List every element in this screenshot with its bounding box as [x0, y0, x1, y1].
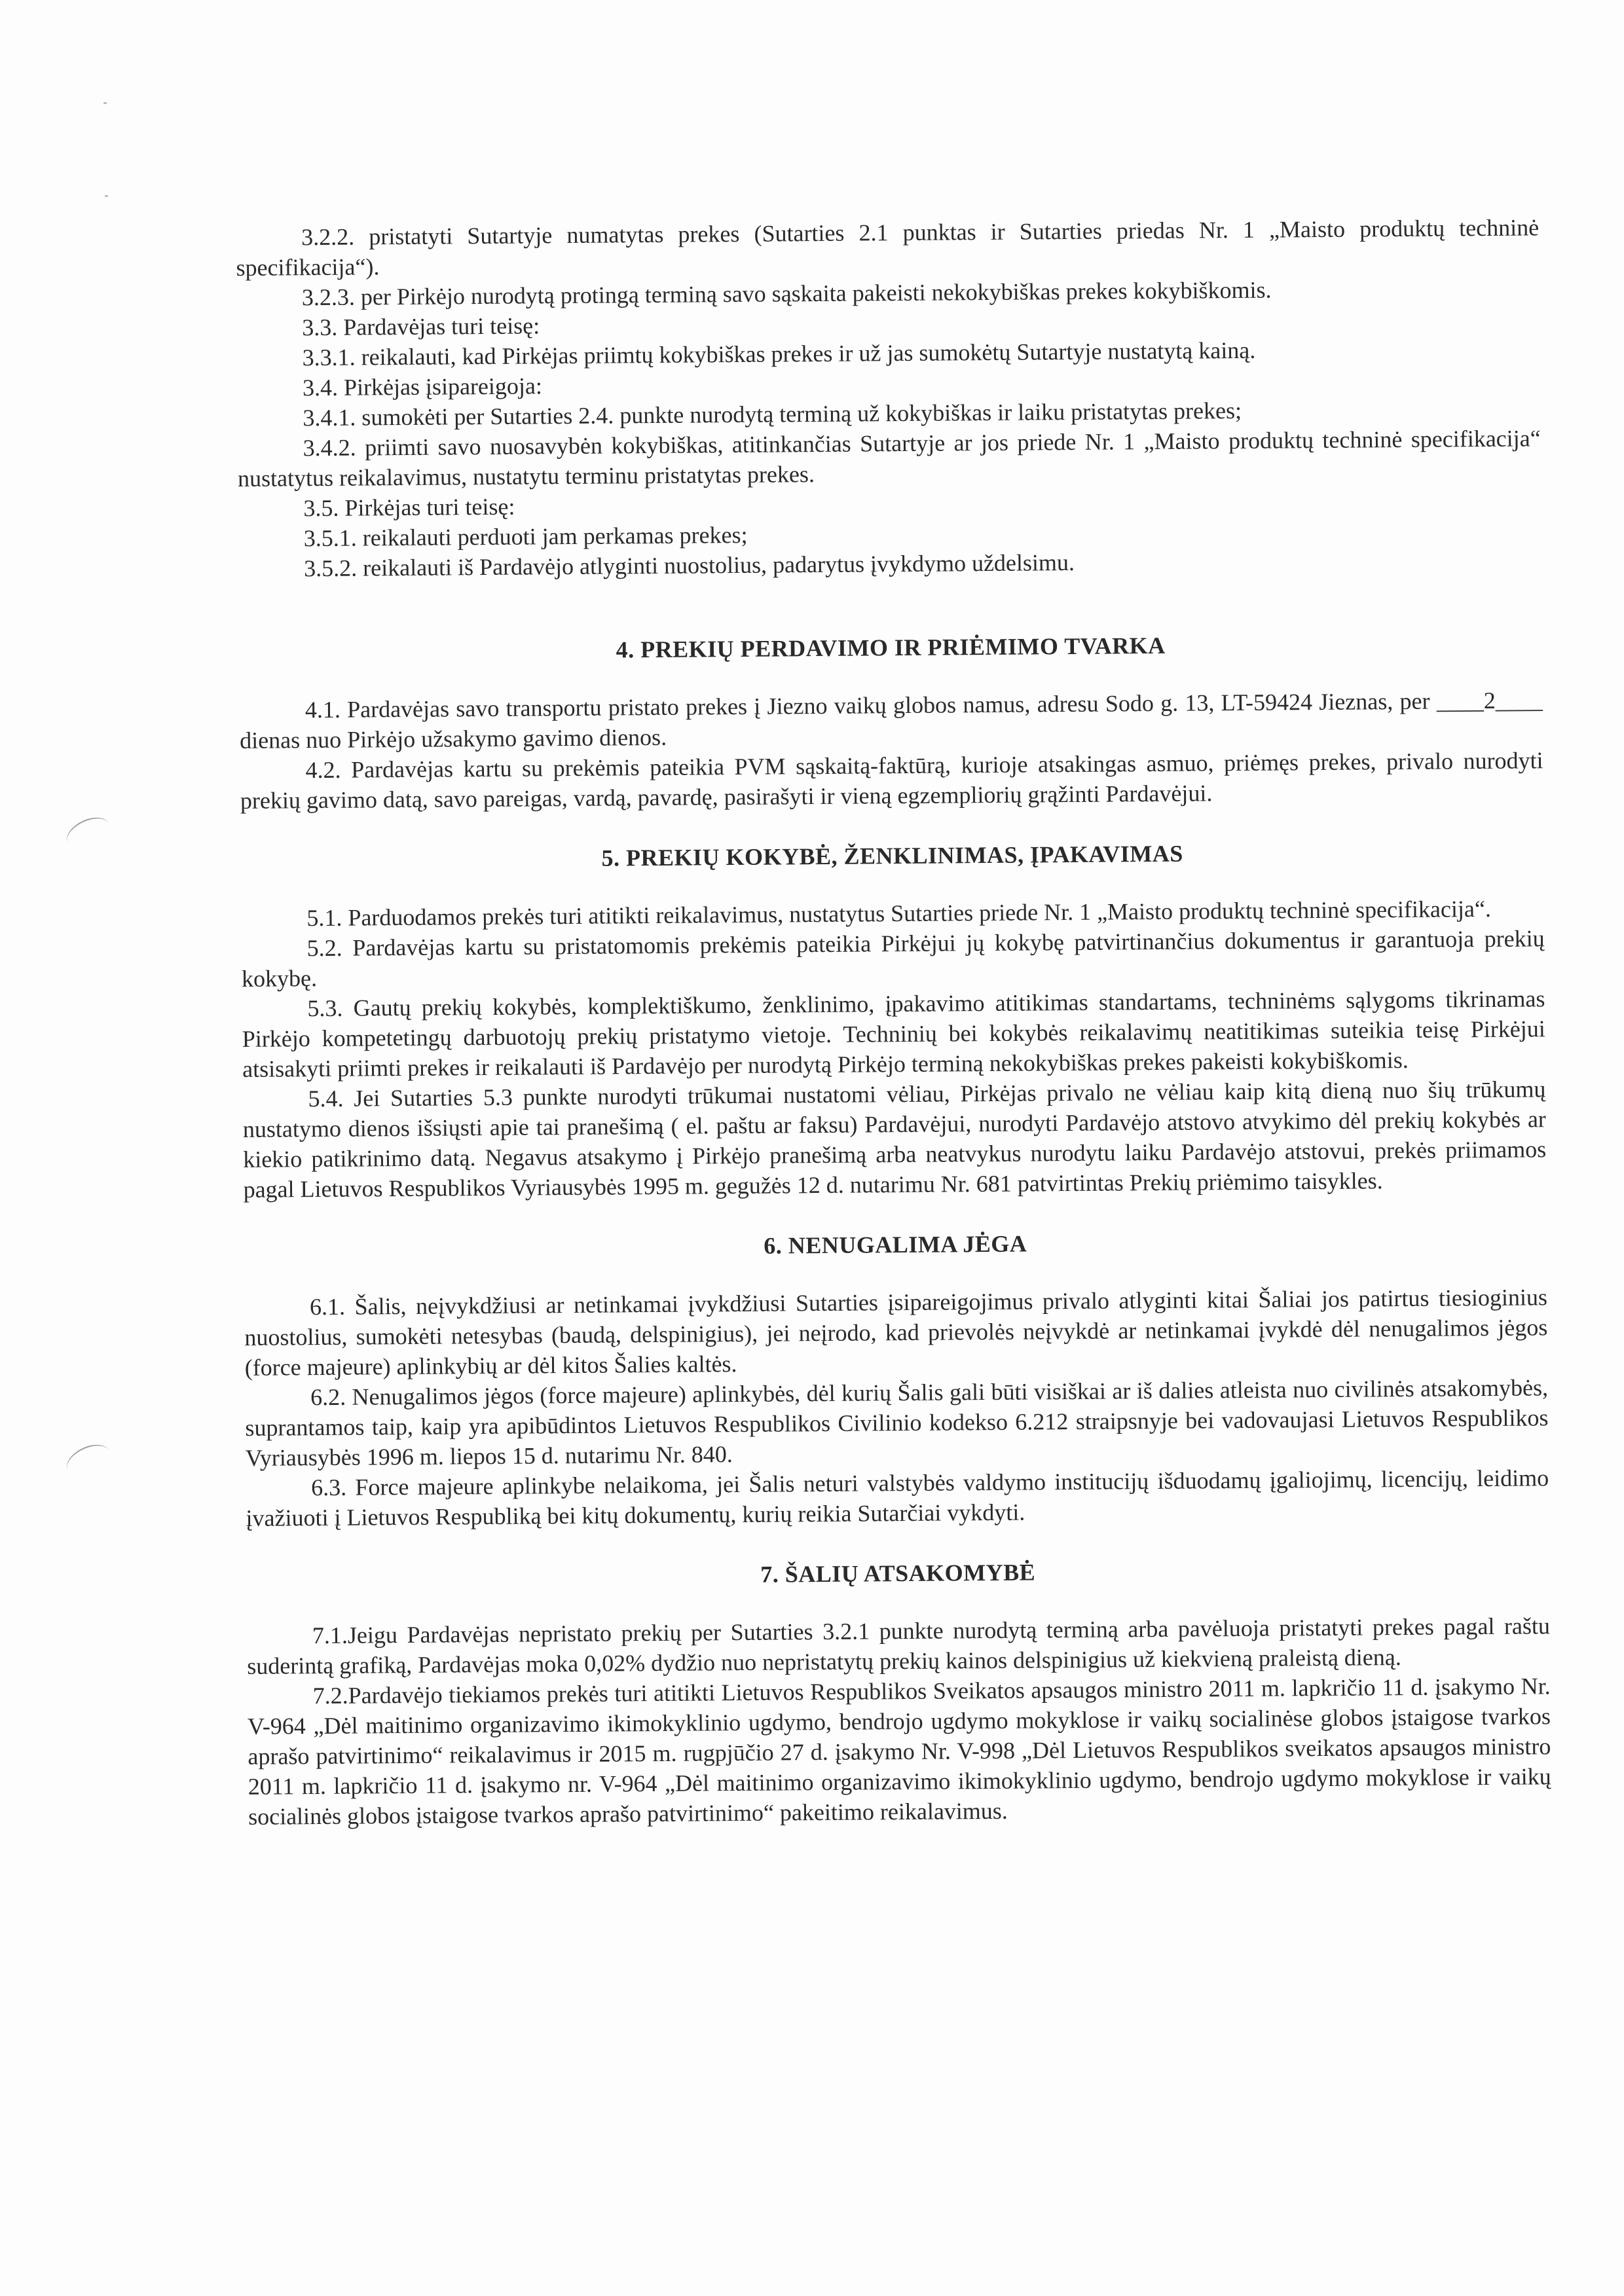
paragraph-4-1: 4.1. Pardavėjas savo transportu pristato prekes į Jiezno vaikų globos namus, adresu Sodo g. 13, LT-59424 Jieznas, per ____2____ dienas nuo Pirkėjo užsakymo gavimo dienos.	[240, 687, 1543, 754]
paragraph-3-5: 3.5. Pirkėjas turi teisę:	[303, 493, 515, 522]
paragraph-6-2: 6.2. Nenugalimos jėgos (force majeure) aplinkybės, dėl kurių Šalis gali būti visiškai ar iš dalies atleista nuo civilinės atsakomybės, suprantamos taip, kaip yra apibūdintos Lietuvos Respublikos Civilinio kodekso 6.212 straipsnyje bei vadovaujasi Lietuvos Respublikos Vyriausybės 1996 m. liepos 15 d. nutarimu Nr. 840.	[245, 1374, 1549, 1471]
scan-speck	[103, 102, 107, 104]
section-heading-7: 7. ŠALIŲ ATSAKOMYBĖ	[760, 1559, 1036, 1588]
paragraph-5-1: 5.1. Parduodamos prekės turi atitikti reikalavimus, nustatytus Sutarties priede Nr. 1 „Maisto produktų techninė specifikacija“.	[306, 895, 1492, 932]
paragraph-3-4-1: 3.4.1. sumokėti per Sutarties 2.4. punkte nurodytą terminą už kokybiškas ir laiku pristatytas prekes;	[303, 397, 1242, 431]
section-heading-4: 4. PREKIŲ PERDAVIMO IR PRIĖMIMO TVARKA	[616, 632, 1166, 663]
paragraph-3-3: 3.3. Pardavėjas turi teisę:	[302, 312, 540, 341]
document-body	[236, 212, 1551, 1832]
binder-hole-mark	[62, 1438, 115, 1483]
paragraph-5-3: 5.3. Gautų prekių kokybės, komplektiškumo, ženklinimo, įpakavimo atitikimas standartams, techninėms sąlygoms tikrinamas Pirkėjo kompetetingų darbuotojų prekių pristatymo vietoje. Techninių bei kokybės reikalavimų neatitikimas suteikia teisę Pirkėjui atsisakyti priimti prekes ir reikalauti iš Pardavėjo per nurodytą Pirkėjo terminą nekokybiškas prekes pakeisti kokybiškomis.	[242, 985, 1545, 1082]
paragraph-5-4: 5.4. Jei Sutarties 5.3 punkte nurodyti trūkumai nustatomi vėliau, Pirkėjas privalo ne vėliau kaip kitą dieną nuo šių trūkumų nustatymo dienos išsiųsti apie tai pranešimą ( el. paštu ar faksu) Pardavėjui, nurodyti Pardavėjo atstovo atvykimo dėl prekių kokybės ar kiekio patikrinimo datą. Negavus atsakymo į Pirkėjo pranešimą arba neatvykus nurodytu laiku Pardavėjo atstovui, prekės priimamos pagal Lietuvos Respublikos Vyriausybės 1995 m. gegužės 12 d. nutarimu Nr. 681 patvirtintas Prekių priėmimo taisykles.	[242, 1076, 1547, 1203]
section-heading-6: 6. NENUGALIMA JĖGA	[764, 1230, 1027, 1259]
paragraph-3-5-2: 3.5.2. reikalauti iš Pardavėjo atlyginti nuostolius, padarytus įvykdymo uždelsimu.	[303, 549, 1075, 582]
paragraph-6-1: 6.1. Šalis, neįvykdžiusi ar netinkamai įvykdžiusi Sutarties įsipareigojimus privalo atlyginti kitai Šaliai jos patirtus tiesioginius nuostolius, sumokėti netesybas (baudą, delspinigius), jei neįrodo, kad prievolės neįvykdė ar netinkamai įvykdė dėl nenugalimos jėgos (force majeure) aplinkybių ar dėl kitos Šalies kaltės.	[244, 1284, 1548, 1381]
paragraph-4-2: 4.2. Pardavėjas kartu su prekėmis pateikia PVM sąskaitą-faktūrą, kurioje atsakingas asmuo, priėmęs prekes, privalo nurodyti prekių gavimo datą, savo pareigas, vardą, pavardę, pasirašyti ir vieną egzempliorių grąžinti Pardavėjui.	[240, 747, 1543, 814]
paragraph-3-3-1: 3.3.1. reikalauti, kad Pirkėjas priimtų kokybiškas prekes ir už jas sumokėtų Sutartyje nustatytą kainą.	[302, 337, 1256, 371]
paragraph-3-2-3: 3.2.3. per Pirkėjo nurodytą protingą terminą savo sąskaita pakeisti nekokybiškas prekes kokybiškomis.	[301, 276, 1272, 311]
binder-hole-mark	[62, 811, 115, 856]
paragraph-3-4-2: 3.4.2. priimti savo nuosavybėn kokybiškas, atitinkančias Sutartyje ar jos priede Nr. 1 „Maisto produktų techninė specifikacija“ nustatytus reikalavimus, nustatytu terminu pristatytas prekes.	[237, 425, 1541, 492]
section-heading-5: 5. PREKIŲ KOKYBĖ, ŽENKLINIMAS, ĮPAKAVIMAS	[601, 840, 1183, 871]
paragraph-6-3: 6.3. Force majeure aplinkybe nelaikoma, jei Šalis neturi valstybės valdymo institucijų išduodamų įgaliojimų, licencijų, leidimo įvažiuoti į Lietuvos Respubliką bei kitų dokumentų, kurių reikia Sutarčiai vykdyti.	[246, 1465, 1549, 1531]
scan-speck	[105, 195, 108, 197]
paragraph-7-1: 7.1.Jeigu Pardavėjas nepristato prekių per Sutarties 3.2.1 punkte nurodytą terminą arba pavėluoja pristatyti prekes pagal raštu suderintą grafiką, Pardavėjas moka 0,02% dydžio nuo nepristatytų prekių kainos delspinigius už kiekvieną praleistą dieną.	[247, 1613, 1551, 1679]
paragraph-3-2-2: 3.2.2. pristatyti Sutartyje numatytas prekes (Sutarties 2.1 punktas ir Sutarties priedas Nr. 1 „Maisto produktų techninė specifikacija“).	[236, 214, 1540, 281]
paragraph-3-4: 3.4. Pirkėjas įsipareigoja:	[302, 373, 543, 401]
paragraph-3-5-1: 3.5.1. reikalauti perduoti jam perkamas prekes;	[303, 521, 748, 552]
paragraph-7-2: 7.2.Pardavėjo tiekiamos prekės turi atitikti Lietuvos Respublikos Sveikatos apsaugos ministro 2011 m. lapkričio 11 d. įsakymo Nr. V-964 „Dėl maitinimo organizavimo ikimokyklinio ugdymo, bendrojo ugdymo mokyklose ir vaikų socialinėse globos įstaigose tvarkos aprašo patvirtinimo“ reikalavimus ir 2015 m. rugpjūčio 27 d. įsakymo Nr. V-998 „Dėl Lietuvos Respublikos sveikatos apsaugos ministro 2011 m. lapkričio 11 d. įsakymo nr. V-964 „Dėl maitinimo organizavimo ikimokyklinio ugdymo, bendrojo ugdymo mokyklose ir vaikų socialinės globos įstaigose tvarkos aprašo patvirtinimo“ pakeitimo reikalavimus.	[247, 1673, 1551, 1830]
paragraph-5-2: 5.2. Pardavėjas kartu su pristatomomis prekėmis pateikia Pirkėjui jų kokybę patvirtinančius dokumentus ir garantuoja prekių kokybę.	[241, 925, 1545, 992]
